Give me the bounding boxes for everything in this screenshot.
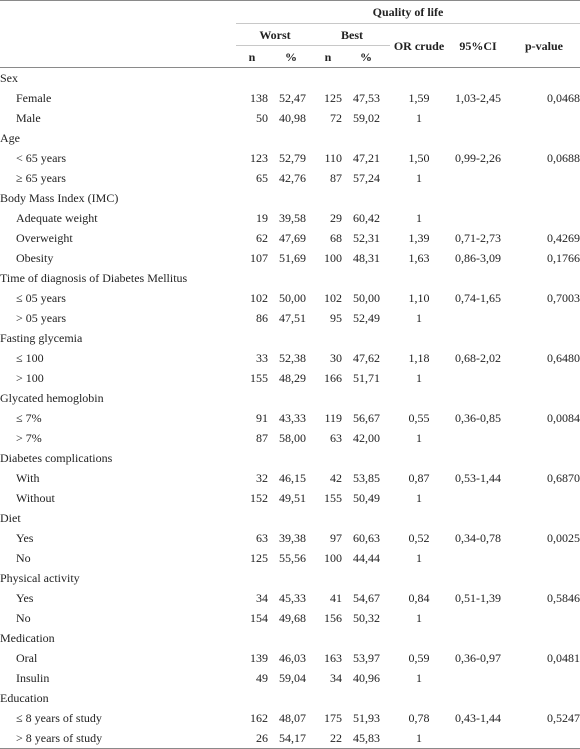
group-row (0, 268, 580, 288)
group-title: Medication (0, 631, 55, 645)
table-row (0, 728, 580, 749)
p-value-cell (508, 608, 580, 628)
ci-cell: 0,86-3,09 (455, 251, 501, 265)
or-crude-cell: 1,50 (408, 151, 430, 165)
best-n-cell: 34 (330, 671, 342, 685)
p-value-cell (508, 668, 580, 688)
row-label: No (16, 611, 31, 625)
table-row (0, 88, 580, 108)
group-title: Body Mass Index (IMC) (0, 191, 119, 205)
or-crude-cell: 1,63 (408, 251, 430, 265)
row-label: > 100 (16, 371, 44, 385)
row-label: ≤ 8 years of study (16, 711, 102, 725)
ci-cell (448, 428, 508, 448)
group-title: Diabetes complications (0, 451, 113, 465)
group-title: Physical activity (0, 571, 80, 585)
ci-cell (448, 548, 508, 568)
best-n-cell: 166 (324, 371, 342, 385)
worst-pct-cell: 46,15 (279, 471, 306, 485)
best-n-cell: 95 (330, 311, 342, 325)
best-pct-cell: 42,00 (353, 431, 380, 445)
worst-n-cell: 65 (256, 171, 268, 185)
worst-n-cell: 33 (256, 351, 268, 365)
table-row (0, 348, 580, 368)
table-row (0, 488, 580, 508)
worst-n-cell: 50 (256, 111, 268, 125)
row-label: Yes (16, 531, 34, 545)
worst-pct-cell: 39,58 (279, 211, 306, 225)
group-row (0, 328, 580, 348)
worst-pct-cell: 46,03 (279, 651, 306, 665)
p-value-cell: 0,5247 (547, 711, 580, 725)
table-row (0, 588, 580, 608)
or-crude-cell: 1 (416, 431, 422, 445)
p-value-cell (508, 208, 580, 228)
ci-cell (448, 488, 508, 508)
best-pct-cell: 60,63 (353, 531, 380, 545)
or-crude-cell: 1 (416, 171, 422, 185)
row-label: Male (16, 111, 41, 125)
group-row (0, 188, 580, 208)
best-n-cell: 42 (330, 471, 342, 485)
row-label: No (16, 551, 31, 565)
worst-n-cell: 32 (256, 471, 268, 485)
group-row (0, 568, 580, 588)
p-value-cell: 0,0481 (547, 651, 580, 665)
best-n-cell: 22 (314, 728, 342, 749)
ci-cell (448, 308, 508, 328)
worst-n-cell: 125 (250, 551, 268, 565)
table-row (0, 468, 580, 488)
table-row (0, 168, 580, 188)
p-value-cell (508, 728, 580, 749)
best-pct-cell: 52,49 (353, 311, 380, 325)
worst-n-cell: 138 (250, 91, 268, 105)
best-pct-cell: 51,71 (353, 371, 380, 385)
best-n-cell: 68 (330, 231, 342, 245)
p-value-cell: 0,0084 (547, 411, 580, 425)
or-crude-cell: 1 (416, 111, 422, 125)
best-n-cell: 125 (324, 91, 342, 105)
best-n-cell: 102 (324, 291, 342, 305)
table-row (0, 608, 580, 628)
worst-pct-cell: 52,79 (279, 151, 306, 165)
table-row (0, 288, 580, 308)
best-pct-cell: 44,44 (353, 551, 380, 565)
p-value-cell (508, 108, 580, 128)
worst-n-cell: 49 (256, 671, 268, 685)
best-pct-cell: 53,85 (353, 471, 380, 485)
ci-cell: 0,36-0,97 (455, 651, 501, 665)
ci-cell: 0,71-2,73 (455, 231, 501, 245)
group-title: Sex (0, 71, 18, 85)
worst-n-cell: 34 (256, 591, 268, 605)
row-label: ≥ 65 years (16, 171, 66, 185)
ci-cell (448, 108, 508, 128)
ci-cell (448, 728, 508, 749)
group-title: Glycated hemoglobin (0, 391, 104, 405)
p-value-cell: 0,0025 (547, 531, 580, 545)
ci-cell (448, 368, 508, 388)
group-title: Time of diagnosis of Diabetes Mellitus (0, 271, 188, 285)
best-pct-cell: 50,32 (353, 611, 380, 625)
p-value-cell: 0,0468 (547, 91, 580, 105)
p-value-cell: 0,6870 (547, 471, 580, 485)
best-n-cell: 97 (330, 531, 342, 545)
worst-n-cell: 63 (256, 531, 268, 545)
best-pct-cell: 50,00 (353, 291, 380, 305)
table-row (0, 528, 580, 548)
best-n-header: n (314, 46, 342, 68)
worst-pct-cell: 47,51 (279, 311, 306, 325)
worst-pct-cell: 51,69 (279, 251, 306, 265)
best-pct-cell: 47,21 (353, 151, 380, 165)
worst-n-cell: 123 (250, 151, 268, 165)
p-value-cell (508, 428, 580, 448)
best-n-cell: 155 (324, 491, 342, 505)
worst-n-cell: 154 (250, 611, 268, 625)
ci-cell (448, 608, 508, 628)
best-pct-cell: 53,97 (353, 651, 380, 665)
row-label: ≤ 05 years (16, 291, 66, 305)
table-row (0, 428, 580, 448)
ci-cell (448, 168, 508, 188)
or-crude-cell: 1 (416, 211, 422, 225)
worst-pct-header: % (268, 46, 314, 68)
worst-pct-cell: 40,98 (279, 111, 306, 125)
row-label: Without (16, 491, 55, 505)
ci-cell (448, 208, 508, 228)
ci-cell: 0,99-2,26 (455, 151, 501, 165)
table-row (0, 408, 580, 428)
or-crude-cell: 0,52 (408, 531, 430, 545)
group-row (0, 388, 580, 408)
group-row (0, 688, 580, 708)
or-crude-cell: 1 (416, 671, 422, 685)
worst-n-cell: 139 (250, 651, 268, 665)
p-value-cell (508, 488, 580, 508)
worst-pct-cell: 45,33 (279, 591, 306, 605)
best-pct-cell: 40,96 (353, 671, 380, 685)
worst-pct-cell: 49,51 (279, 491, 306, 505)
or-crude-cell: 1 (416, 611, 422, 625)
ci-cell: 0,36-0,85 (455, 411, 501, 425)
row-label: Obesity (16, 251, 54, 265)
best-n-cell: 156 (324, 611, 342, 625)
worst-n-cell: 19 (256, 211, 268, 225)
group-row (0, 628, 580, 648)
best-pct-cell: 45,83 (342, 728, 390, 749)
p-value-cell: 0,4269 (547, 231, 580, 245)
or-crude-cell: 1,10 (408, 291, 430, 305)
worst-n-cell: 87 (256, 431, 268, 445)
table-row (0, 228, 580, 248)
worst-pct-cell: 48,07 (279, 711, 306, 725)
best-n-cell: 175 (324, 711, 342, 725)
table-row (0, 708, 580, 728)
row-label: ≤ 100 (16, 351, 44, 365)
p-value-header: p-value (508, 36, 580, 58)
worst-n-cell: 162 (250, 711, 268, 725)
table-row (0, 148, 580, 168)
worst-pct-cell: 52,38 (279, 351, 306, 365)
quality-of-life-header: Quality of life (236, 1, 580, 24)
or-crude-header: OR crude (390, 36, 448, 58)
best-pct-cell: 52,31 (353, 231, 380, 245)
or-crude-cell: 1,59 (408, 91, 430, 105)
table-row (0, 308, 580, 328)
p-value-cell (508, 168, 580, 188)
ci-header: 95%CI (448, 36, 508, 58)
worst-n-cell: 26 (236, 728, 268, 749)
or-crude-cell: 1 (416, 371, 422, 385)
worst-n-cell: 62 (256, 231, 268, 245)
row-label: ≤ 7% (16, 411, 42, 425)
or-crude-cell: 1 (416, 311, 422, 325)
best-pct-cell: 50,49 (353, 491, 380, 505)
worst-n-cell: 86 (256, 311, 268, 325)
row-label: > 8 years of study (0, 728, 236, 749)
p-value-cell: 0,6480 (547, 351, 580, 365)
worst-header: Worst (236, 24, 314, 46)
group-title: Diet (0, 511, 21, 525)
ci-cell: 0,34-0,78 (455, 531, 501, 545)
row-label: > 05 years (16, 311, 67, 325)
worst-n-cell: 155 (250, 371, 268, 385)
ci-cell: 1,03-2,45 (455, 91, 501, 105)
best-pct-header: % (342, 46, 390, 68)
worst-n-header: n (236, 46, 268, 68)
group-row (0, 508, 580, 528)
table-row (0, 208, 580, 228)
ci-cell: 0,68-2,02 (455, 351, 501, 365)
best-pct-cell: 56,67 (353, 411, 380, 425)
best-header: Best (314, 24, 390, 46)
p-value-cell: 0,1766 (547, 251, 580, 265)
or-crude-cell: 1,18 (408, 351, 430, 365)
p-value-cell (508, 368, 580, 388)
ci-cell (448, 668, 508, 688)
or-crude-cell: 1 (416, 491, 422, 505)
worst-pct-cell: 48,29 (279, 371, 306, 385)
best-n-cell: 100 (324, 251, 342, 265)
best-n-cell: 41 (330, 591, 342, 605)
best-n-cell: 100 (324, 551, 342, 565)
row-label: > 7% (16, 431, 42, 445)
or-crude-cell: 0,78 (408, 711, 430, 725)
best-pct-cell: 51,93 (353, 711, 380, 725)
best-pct-cell: 57,24 (353, 171, 380, 185)
best-n-cell: 72 (330, 111, 342, 125)
worst-pct-cell: 58,00 (279, 431, 306, 445)
table-row (0, 548, 580, 568)
best-pct-cell: 48,31 (353, 251, 380, 265)
or-crude-cell: 0,87 (408, 471, 430, 485)
worst-pct-cell: 54,17 (268, 728, 314, 749)
worst-n-cell: 91 (256, 411, 268, 425)
or-crude-cell: 0,59 (408, 651, 430, 665)
worst-n-cell: 107 (250, 251, 268, 265)
best-n-cell: 63 (330, 431, 342, 445)
best-n-cell: 163 (324, 651, 342, 665)
p-value-cell: 0,7003 (547, 291, 580, 305)
row-label: Insulin (16, 671, 50, 685)
row-label: Yes (16, 591, 34, 605)
ci-cell: 0,43-1,44 (455, 711, 501, 725)
best-pct-cell: 60,42 (353, 211, 380, 225)
worst-pct-cell: 52,47 (279, 91, 306, 105)
worst-pct-cell: 50,00 (279, 291, 306, 305)
row-label: Female (16, 91, 52, 105)
ci-cell: 0,74-1,65 (455, 291, 501, 305)
table-body (0, 68, 580, 749)
p-value-cell (508, 308, 580, 328)
best-n-cell: 29 (330, 211, 342, 225)
worst-pct-cell: 47,69 (279, 231, 306, 245)
best-n-cell: 110 (324, 151, 342, 165)
or-crude-cell: 0,84 (408, 591, 430, 605)
group-row (0, 68, 580, 89)
ci-cell: 0,51-1,39 (455, 591, 501, 605)
row-label: Adequate weight (16, 211, 98, 225)
worst-pct-cell: 49,68 (279, 611, 306, 625)
worst-pct-cell: 55,56 (279, 551, 306, 565)
p-value-cell (508, 548, 580, 568)
or-crude-cell: 0,55 (408, 411, 430, 425)
table-header (0, 1, 580, 68)
worst-pct-cell: 42,76 (279, 171, 306, 185)
p-value-cell: 0,0688 (547, 151, 580, 165)
group-title: Education (0, 691, 49, 705)
best-pct-cell: 47,53 (353, 91, 380, 105)
table-row (0, 648, 580, 668)
worst-n-cell: 152 (250, 491, 268, 505)
or-crude-cell: 1 (390, 728, 448, 749)
worst-n-cell: 102 (250, 291, 268, 305)
or-crude-cell: 1 (416, 551, 422, 565)
row-label: < 65 years (16, 151, 67, 165)
best-pct-cell: 59,02 (353, 111, 380, 125)
row-label: Overweight (16, 231, 73, 245)
row-label: Oral (16, 651, 38, 665)
p-value-cell: 0,5846 (547, 591, 580, 605)
best-n-cell: 119 (324, 411, 342, 425)
group-title: Age (0, 131, 20, 145)
table-row (0, 368, 580, 388)
group-title: Fasting glycemia (0, 331, 83, 345)
table-row (0, 248, 580, 268)
group-row (0, 128, 580, 148)
ci-cell: 0,53-1,44 (455, 471, 501, 485)
best-n-cell: 30 (330, 351, 342, 365)
worst-pct-cell: 59,04 (279, 671, 306, 685)
table-row (0, 108, 580, 128)
row-label: With (16, 471, 40, 485)
or-crude-cell: 1,39 (408, 231, 430, 245)
table-row (0, 668, 580, 688)
best-pct-cell: 54,67 (353, 591, 380, 605)
best-n-cell: 87 (330, 171, 342, 185)
group-row (0, 448, 580, 468)
worst-pct-cell: 39,38 (279, 531, 306, 545)
worst-pct-cell: 43,33 (279, 411, 306, 425)
best-pct-cell: 47,62 (353, 351, 380, 365)
